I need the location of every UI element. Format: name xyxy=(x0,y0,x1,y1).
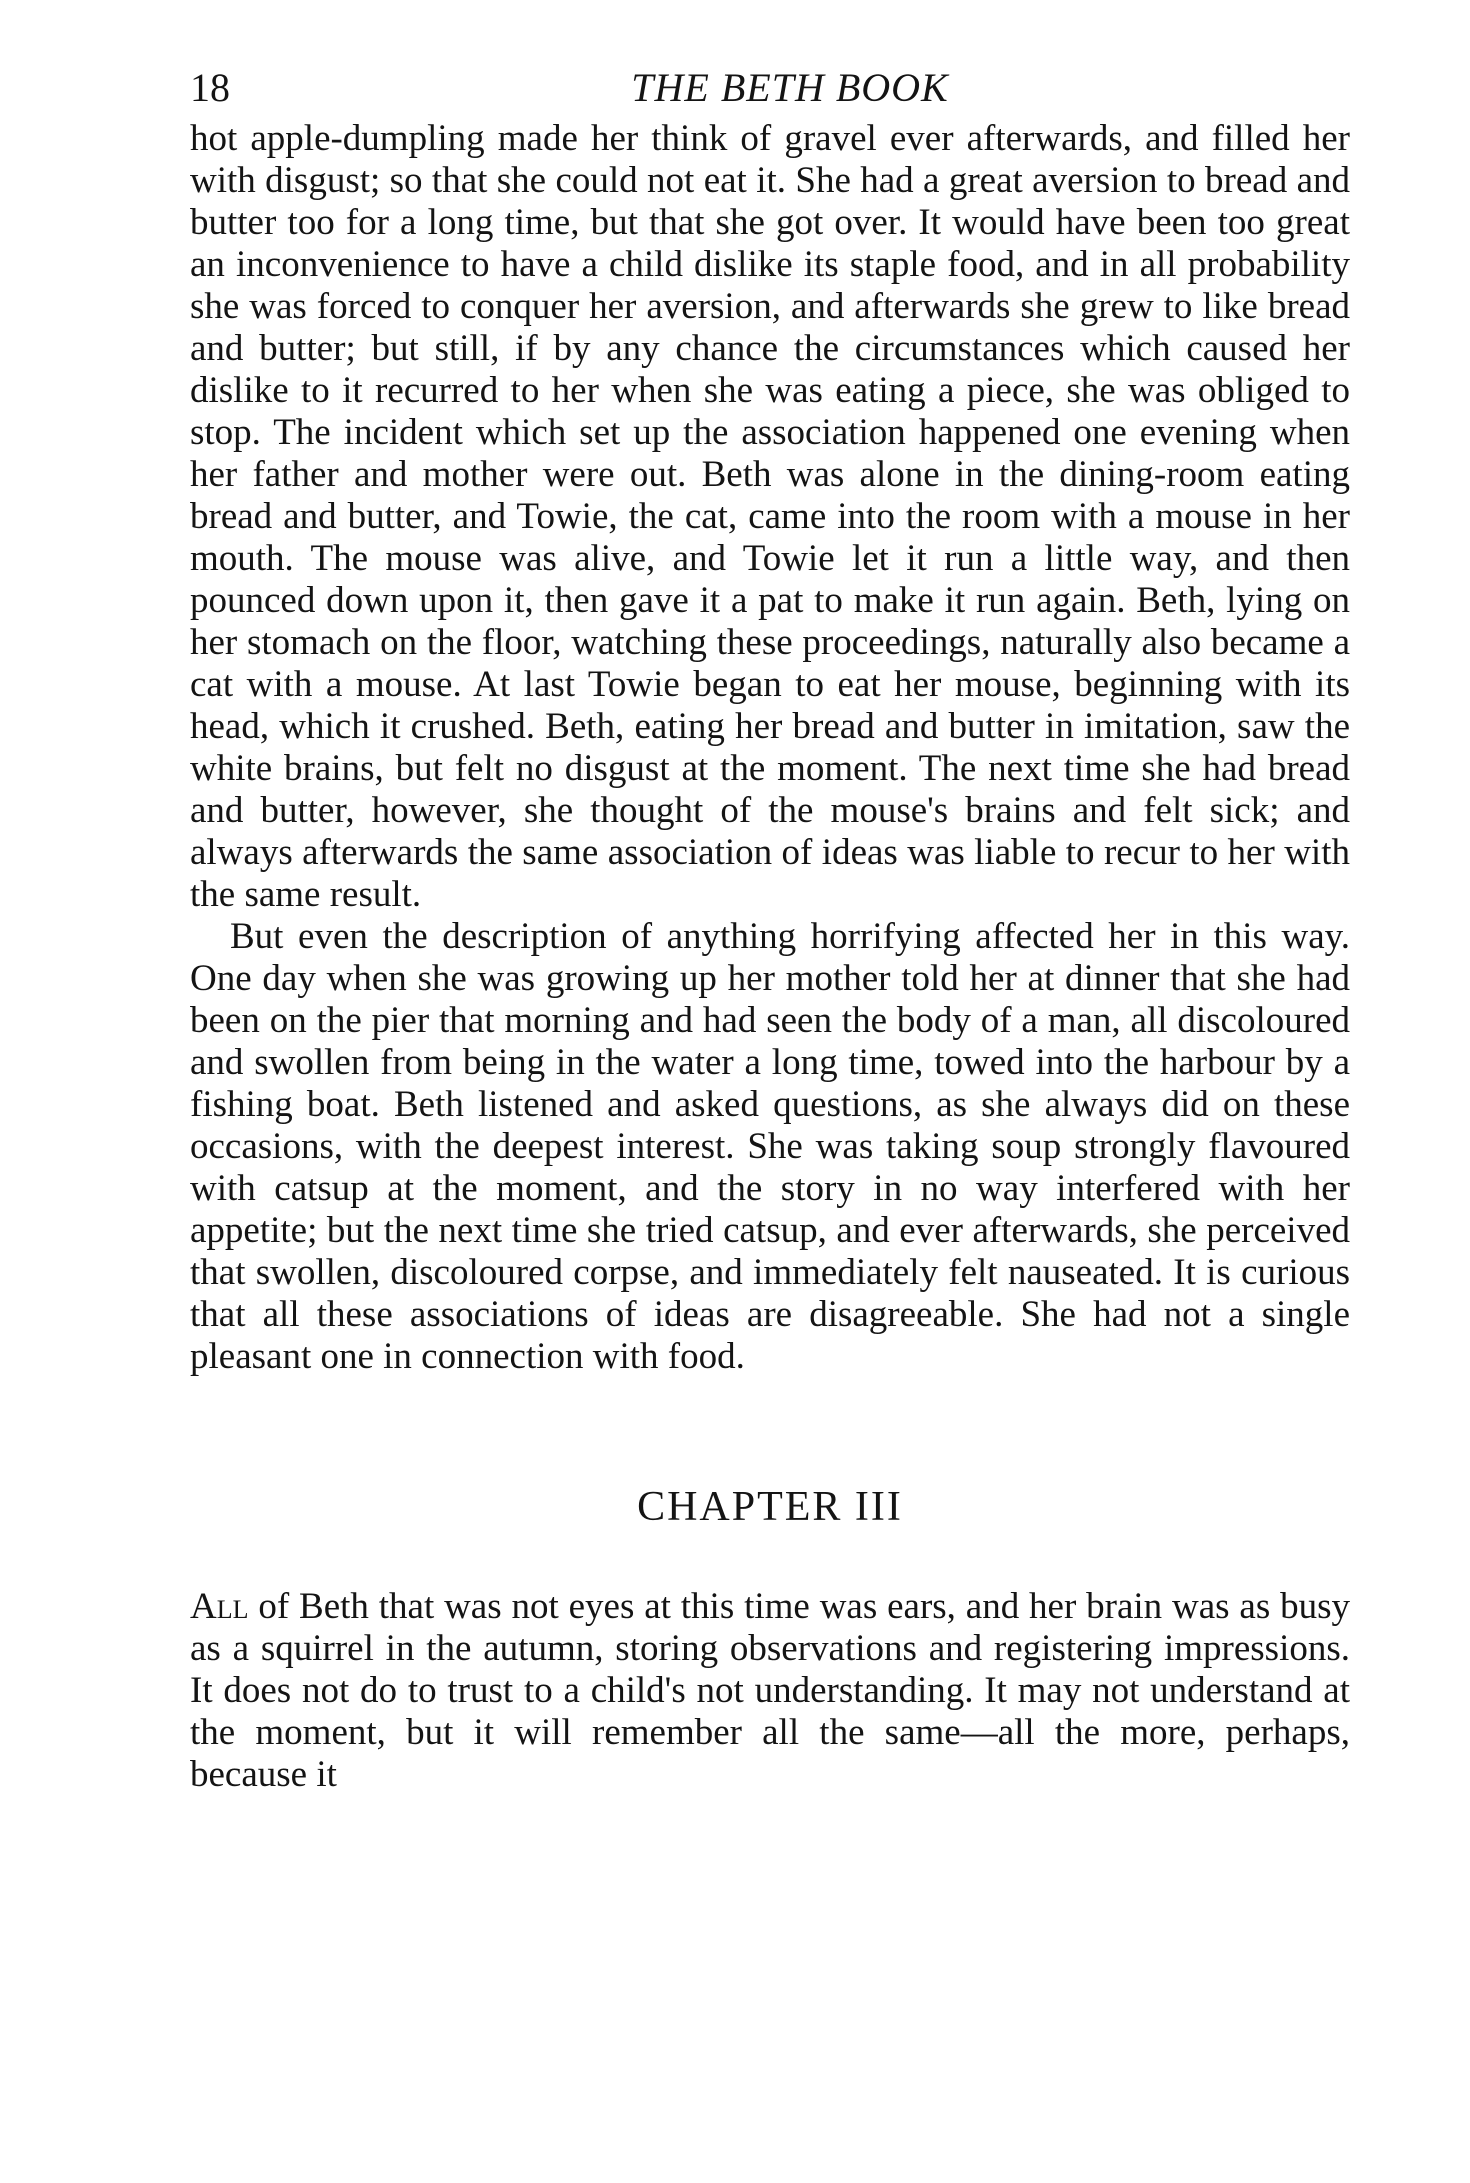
paragraph-2: But even the description of anything horrifying affected her in this way. One day when she was growing up her mother told her at dinner that she had been on the pier that morning and had seen the body of a man, all discoloured and swollen from being in the water a long time, towed into the harbour by a fishing boat. Beth listened and asked questions, as she always did on these occasions, with the deepest interest. She was taking soup strongly flavoured with catsup at the moment, and the story in no way interfered with her appetite; but the next time she tried catsup, and ever afterwards, she perceived that swollen, discoloured corpse, and immediately felt nauseated. It is curious that all these associations of ideas are disagreeable. She had not a single pleasant one in connection with food. xyxy=(190,916,1350,1377)
chapter-opening-paragraph xyxy=(190,1586,1350,1796)
chapter-opening-text: of Beth that was not eyes at this time was ears, and her brain was as busy as a squirrel in the autumn, storing observations and registering impressions. It does not do to trust to a child's not understanding. It may not understand at the moment, but it will remember all the same—all the more, perhaps, because it xyxy=(190,1586,1350,1795)
book-page xyxy=(190,58,1350,1796)
book-title: THE BETH BOOK xyxy=(631,65,949,110)
paragraph-1: hot apple-dumpling made her think of gravel ever afterwards, and filled her with disgust; so that she could not eat it. She had a great aversion to bread and butter too for a long time, but that she got over. It would have been too great an inconvenience to have a child dislike its staple food, and in all probability she was forced to conquer her aversion, and afterwards she grew to like bread and butter; but still, if by any chance the circumstances which caused her dislike to it recurred to her when she was eating a piece, she was obliged to stop. The incident which set up the association happened one evening when her father and mother were out. Beth was alone in the dining-room eating bread and butter, and Towie, the cat, came into the room with a mouse in her mouth. The mouse was alive, and Towie let it run a little way, and then pounced down upon it, then gave it a pat to make it run again. Beth, lying on her stomach on the floor, watching these proceedings, naturally also became a cat with a mouse. At last Towie began to eat her mouse, beginning with its head, which it crushed. Beth, eating her bread and butter in imitation, saw the white brains, but felt no disgust at the moment. The next time she had bread and butter, however, she thought of the mouse's brains and felt sick; and always afterwards the same association of ideas was liable to recur to her with the same result. xyxy=(190,118,1350,915)
chapter-opening-word: All xyxy=(190,1586,249,1627)
running-head xyxy=(190,58,1350,118)
page-number: 18 xyxy=(190,65,230,110)
body-text xyxy=(190,118,1350,1796)
chapter-heading: CHAPTER III xyxy=(637,1484,903,1530)
